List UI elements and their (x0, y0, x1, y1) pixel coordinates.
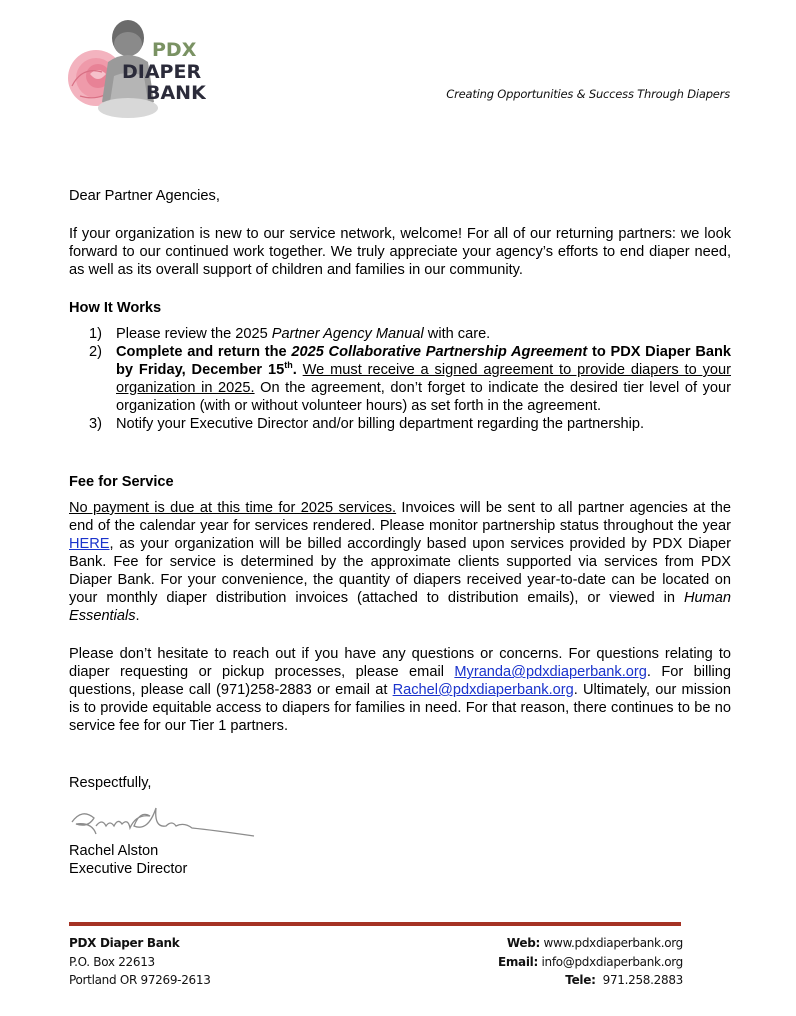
footer-po-box: P.O. Box 22613 (69, 954, 155, 969)
human-essentials: Human Essentials (69, 590, 731, 624)
intro-paragraph: If your organization is new to our service network, welcome! For all of our returning partners: we look forward to our continued work together. We truly appreciate your agency’s efforts to end diaper need, as well as its overall support of children and families in our community. (69, 226, 731, 278)
fee-paragraph: No payment is due at this time for 2025 services. Invoices will be sent to all partner agencies at the end of the calendar year for services rendered. Please monitor partnership status throughout the year HERE, as your organization will be billed accordingly based upon services provided by PDX Diaper Bank. Fee for service is determined by the approximate clients supported via services from PDX Diaper Bank. For your convenience, the quantity of diapers received year-to-date can be located on your monthly diaper distribution invoices (attached to distribution emails), or viewed in Human Essentials. (69, 500, 731, 624)
salutation: Dear Partner Agencies, (69, 188, 220, 204)
agreement-title: 2025 Collaborative Partnership Agreement (291, 344, 588, 360)
manual-title: Partner Agency Manual (271, 326, 424, 342)
list-item: 2) Complete and return the 2025 Collaborative Partnership Agreement to PDX Diaper Bank by Friday, December 15th. We must receive a signed agreement to provide diapers to your organization in 2025. On the agreement, don’t forget to indicate the desired tier level of your organization (with or without volunteer hours) as set forth in the agreement. (89, 344, 732, 414)
footer-contact: Web: www.pdxdiaperbank.org Email: info@pdxdiaperbank.org Tele: 971.258.2883 (497, 936, 683, 987)
footer-city: Portland OR 97269-2613 (69, 973, 211, 987)
here-link[interactable]: HERE (69, 536, 110, 552)
footer-divider (69, 922, 681, 926)
signer-name: Rachel Alston (69, 843, 159, 859)
pdx-diaper-bank-logo (66, 16, 206, 124)
how-it-works-list (69, 325, 731, 433)
signer-title: Executive Director (69, 861, 188, 877)
footer-org-name: PDX Diaper Bank (69, 936, 180, 950)
how-it-works-heading: How It Works (69, 300, 162, 316)
myranda-email-link[interactable]: Myranda@pdxdiaperbank.org (454, 664, 647, 680)
footer-web[interactable]: www.pdxdiaperbank.org (543, 936, 683, 950)
contact-paragraph: Please don’t hesitate to reach out if you have any questions or concerns. For questions relating to diaper requesting or pickup processes, please email Myranda@pdxdiaperbank.org. For billing questions, please call (971)258-2883 or email at Rachel@pdxdiaperbank.org. Ultimately, our mission is to provide equitable access to diapers for families in need. For that reason, there continues to be no service fee for our Tier 1 partners. (69, 646, 732, 734)
footer-phone: 971.258.2883 (602, 973, 683, 987)
svg-text:BANK: BANK (146, 82, 206, 104)
signed-agreement-notice: We must receive a signed agreement to provide diapers to your organization in 2025. (116, 362, 731, 396)
signature-icon (68, 800, 268, 842)
tagline: Creating Opportunities & Success Through Diapers (446, 87, 730, 101)
closing: Respectfully, (69, 775, 152, 791)
list-item: 1) Please review the 2025 Partner Agency Manual with care. (89, 326, 491, 342)
svg-text:PDX: PDX (152, 39, 197, 61)
svg-text:DIAPER: DIAPER (122, 61, 202, 83)
footer-email[interactable]: info@pdxdiaperbank.org (541, 954, 683, 969)
fee-for-service-heading: Fee for Service (69, 474, 174, 490)
list-item: 3) Notify your Executive Director and/or billing department regarding the partnership. (89, 416, 645, 432)
rachel-email-link[interactable]: Rachel@pdxdiaperbank.org (392, 682, 574, 698)
footer-address (69, 934, 211, 990)
logo-rose-baby-icon (66, 16, 206, 124)
